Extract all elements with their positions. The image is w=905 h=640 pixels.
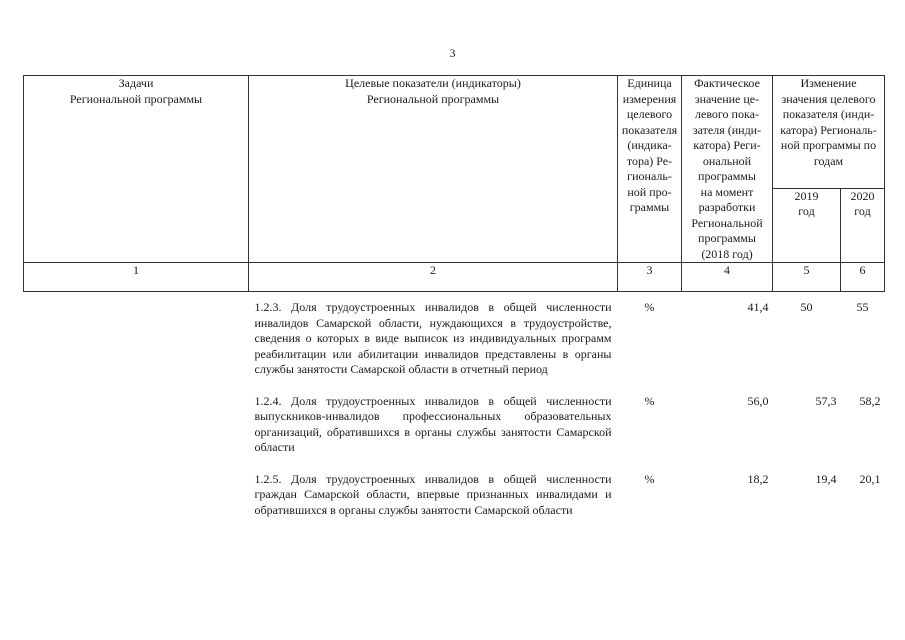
value-2019-cell: 19,4 [815,471,837,486]
column-numbers-row [24,263,885,292]
unit-cell: % [644,471,655,486]
actual-2018-cell: 41,4 [747,300,769,314]
column-number: 4 [682,263,773,292]
indicator-text: 1.2.5. Доля трудоустроенных инвалидов в общей численности граждан Самарской области, впервые признанных инвалидами и обратившихся в органы службы занятости Самарской области [254,471,612,517]
header-indicators: Целевые показатели (индикаторы) Региональной программы [249,76,618,263]
value-2020-cell: 55 [856,300,869,314]
table-row [24,292,885,378]
page-number: 3 [449,46,456,60]
unit-cell: % [644,393,655,408]
column-number: 2 [249,263,618,292]
table-row [24,472,885,519]
column-number: 6 [841,263,885,292]
value-2019-cell: 57,3 [815,393,837,408]
value-2020-cell: 20,1 [859,471,881,486]
indicator-text: 1.2.4. Доля трудоустроенных инвалидов в общей численности выпускников-инвалидов профессиональных образовательных организаций, обратившихся в органы службы занятости Самарской области [254,393,612,454]
column-number: 3 [618,263,682,292]
header-actual-value: Фактическое значение це- левого пока- зателя (инди- катора) Реги- ональной программы на момент разработки Региональной программы (2018 год) [682,76,773,263]
header-tasks: Задачи Региональной программы [24,76,249,263]
value-2020-cell: 58,2 [859,393,881,408]
header-change-by-years: Изменение значения целевого показателя (инди- катора) Региональ- ной программы по годам [773,76,885,189]
unit-cell: % [644,300,655,314]
header-year-2020: 2020 год [841,188,885,262]
header-unit: Единица измерения целевого показателя (индика- тора) Ре- гиональ- ной про- граммы [618,76,682,263]
value-2019-cell: 50 [800,300,813,314]
actual-2018-cell: 56,0 [747,393,769,408]
header-year-2019: 2019 год [773,188,841,262]
indicators-table [23,75,885,518]
table-row [24,394,885,456]
column-number: 5 [773,263,841,292]
indicator-text: 1.2.3. Доля трудоустроенных инвалидов в общей численности инвалидов Самарской области, нуждающихся в трудоустройстве, сведения о которых в виде выписок из индивидуальных программ реабилитации или абилитации инвалидов представлены в органы службы занятости Самарской области в отчетный период [254,300,612,376]
column-number: 1 [24,263,249,292]
actual-2018-cell: 18,2 [747,471,769,486]
